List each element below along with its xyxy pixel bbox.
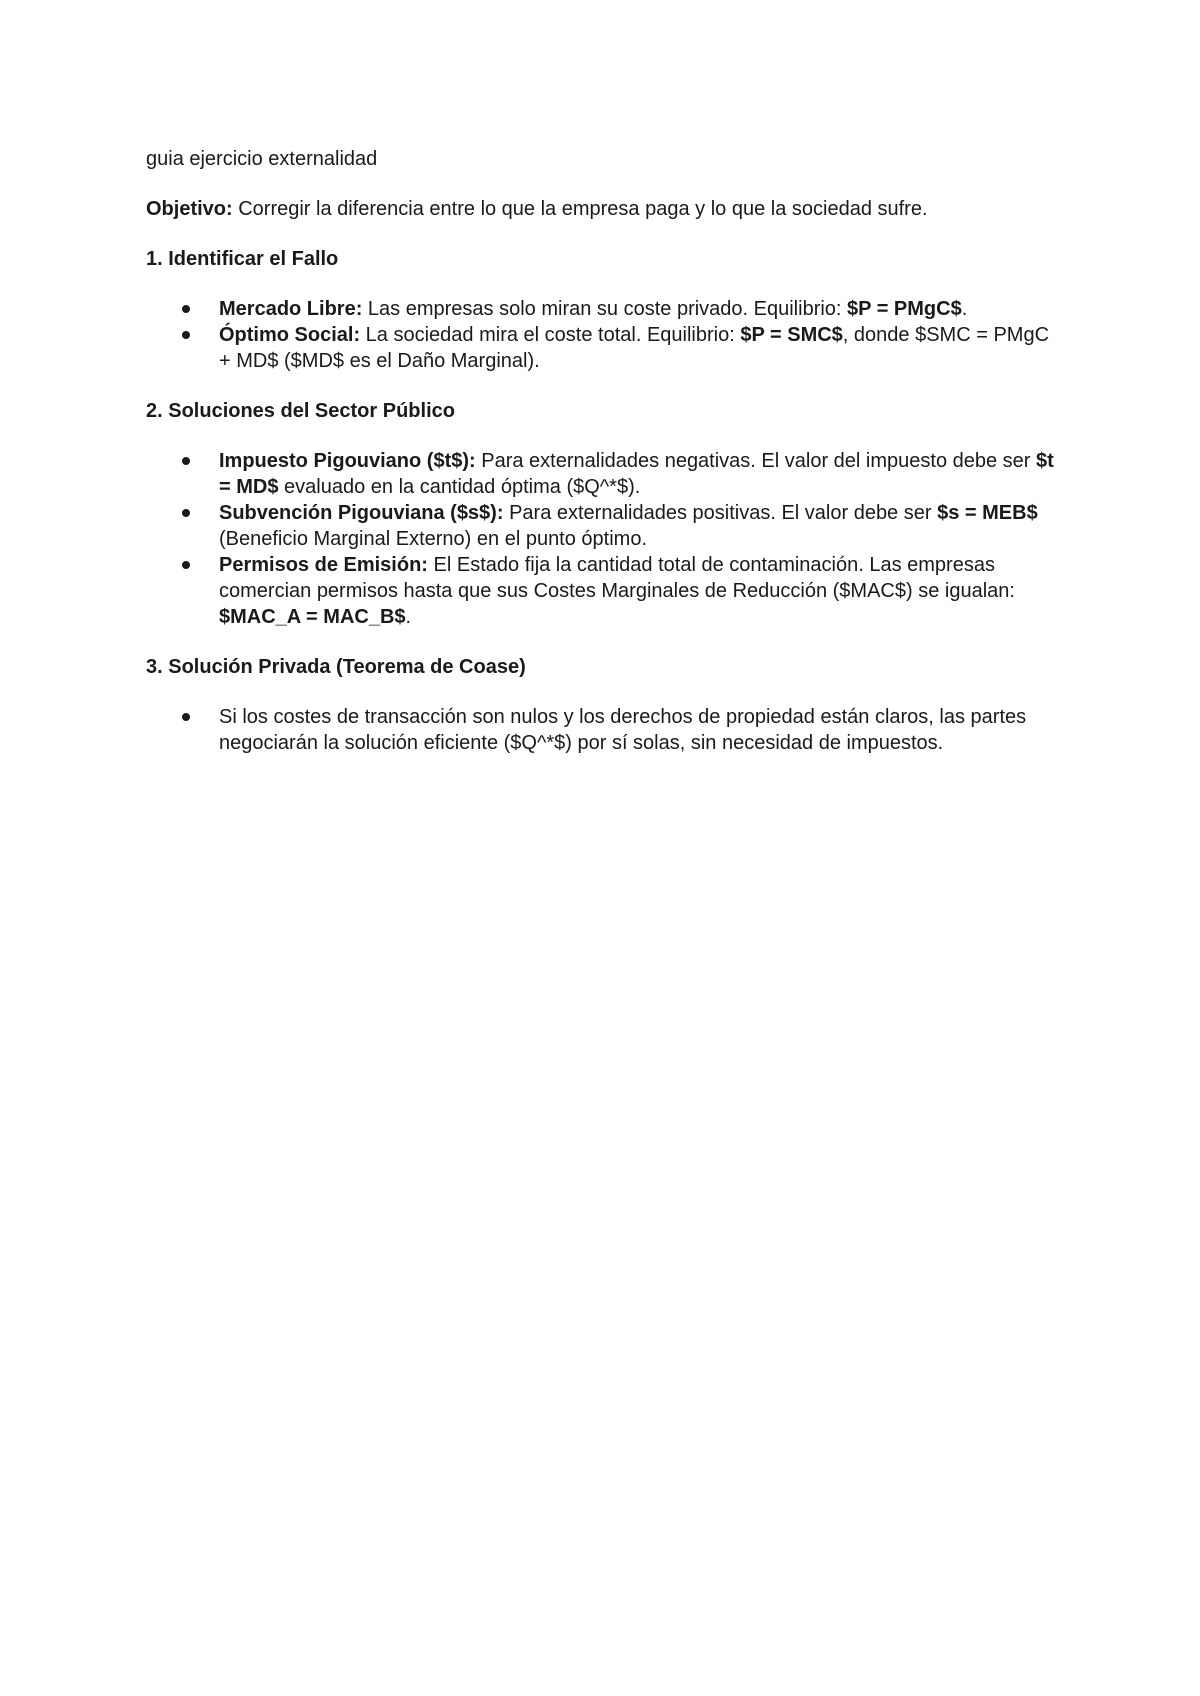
bullet-list-solucion-privada: [146, 704, 1066, 756]
bullet-icon: [182, 561, 190, 569]
bullet-list-sector-publico: [146, 448, 1066, 630]
bullet-icon: [182, 331, 190, 339]
list-item: [146, 296, 1066, 322]
bullet-list-identificar-fallo: [146, 296, 1066, 374]
document-content: [146, 146, 1066, 780]
section-heading-solucion-privada: 3. Solución Privada (Teorema de Coase): [146, 656, 526, 678]
item-text: Las empresas solo miran su coste privado. Equilibrio:: [362, 298, 848, 320]
item-text: Para externalidades positivas. El valor debe ser: [503, 502, 938, 524]
item-formula: $P = PMgC$: [847, 298, 962, 320]
section-heading-sector-publico: 2. Soluciones del Sector Público: [146, 400, 455, 422]
section-heading-identificar-fallo: 1. Identificar el Fallo: [146, 248, 339, 270]
item-label: Impuesto Pigouviano ($t$):: [219, 450, 476, 472]
item-tail: , donde $SMC = PMgC + MD$ ($MD$ es el Daño Marginal).: [219, 324, 1050, 372]
list-item: [146, 704, 1066, 756]
item-tail: .: [961, 298, 968, 320]
objective-paragraph: [146, 196, 1066, 222]
item-label: Mercado Libre:: [219, 298, 363, 320]
list-item: [146, 500, 1066, 552]
item-text: La sociedad mira el coste total. Equilibrio:: [360, 324, 741, 346]
bullet-icon: [182, 509, 190, 517]
item-formula: $t = MD$: [219, 450, 1054, 498]
item-tail: evaluado en la cantidad óptima ($Q^*$).: [278, 476, 641, 498]
bullet-icon: [182, 457, 190, 465]
list-item: [146, 448, 1066, 500]
bullet-icon: [182, 305, 190, 313]
item-text: Si los costes de transacción son nulos y los derechos de propiedad están claros, las partes negociarán la solución eficiente ($Q^*$) por sí solas, sin necesidad de impuestos.: [219, 706, 1027, 754]
item-label: Óptimo Social:: [219, 324, 361, 346]
item-label: Permisos de Emisión:: [219, 554, 428, 576]
item-tail: .: [405, 606, 412, 628]
item-formula: $s = MEB$: [937, 502, 1038, 524]
objective-label: Objetivo:: [146, 198, 233, 220]
bullet-icon: [182, 713, 190, 721]
item-text: El Estado fija la cantidad total de contaminación. Las empresas comercian permisos hasta que sus Costes Marginales de Reducción ($MAC$) se igualan:: [219, 554, 1015, 602]
list-item: [146, 322, 1066, 374]
item-tail: (Beneficio Marginal Externo) en el punto óptimo.: [219, 528, 648, 550]
item-formula: $MAC_A = MAC_B$: [219, 606, 406, 628]
list-item: [146, 552, 1066, 630]
item-formula: $P = SMC$: [740, 324, 843, 346]
document-title: guia ejercicio externalidad: [146, 148, 378, 170]
item-label: Subvención Pigouviana ($s$):: [219, 502, 504, 524]
item-text: Para externalidades negativas. El valor del impuesto debe ser: [475, 450, 1037, 472]
objective-text: Corregir la diferencia entre lo que la empresa paga y lo que la sociedad sufre.: [232, 198, 928, 220]
